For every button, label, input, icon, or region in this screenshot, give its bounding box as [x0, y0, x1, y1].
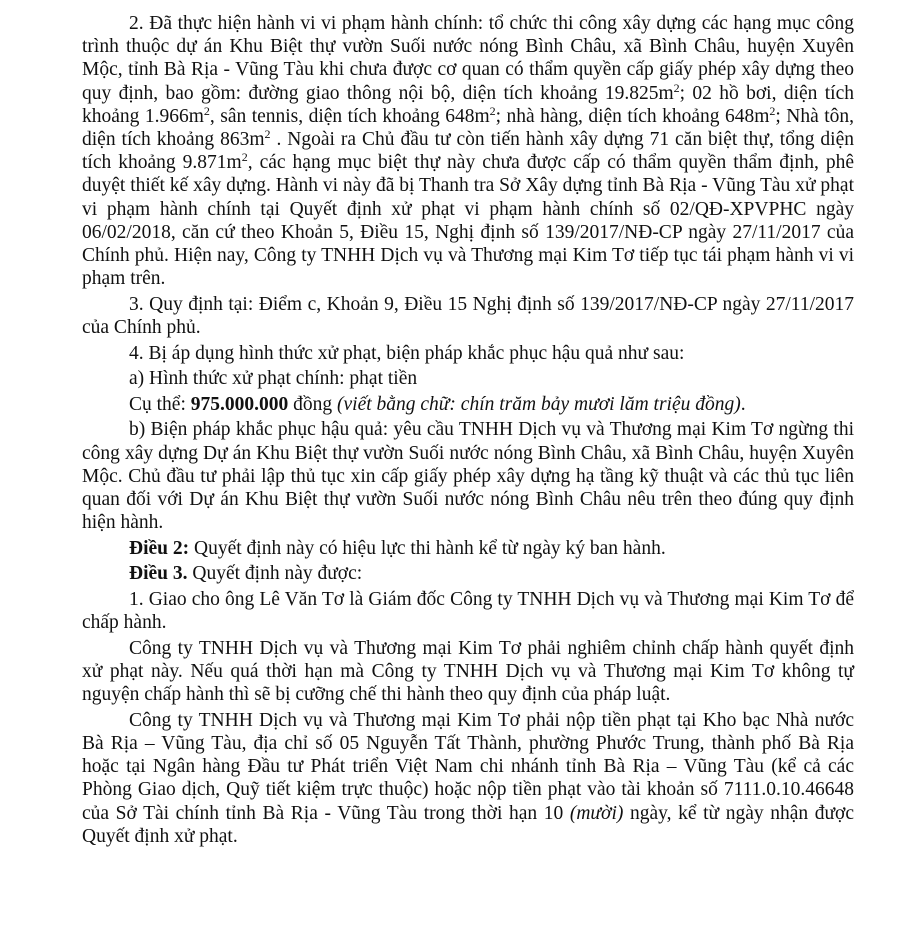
fine-end: .: [740, 393, 746, 415]
article-3-text: Quyết định này được:: [187, 563, 363, 585]
article-2: [82, 537, 854, 560]
violation-text-7: , các hạng mục biệt thự này chưa được cấp có thẩm quyền thẩm định, phê duyệt thiết kế xây dựng. Hành vi này đã bị Thanh tra Sở Xây dựng tỉnh Bà Rịa - Vũng Tàu xử phạt vi phạm hành chính tại Quyết định xử phạt vi phạm hành chính số 02/QĐ-XPVPHC ngày 06/02/2018, căn cứ theo Khoản 5, Điều 15, Nghị định số 139/2017/NĐ-CP ngày 27/11/2017 của Chính phủ. Hiện nay, Công ty TNHH Dịch vụ và Thương mại Kim Tơ tiếp tục tái phạm hành vi vi phạm trên.: [82, 152, 854, 290]
article-3: [82, 562, 854, 585]
fine-amount: 975.000.000: [190, 393, 289, 415]
violation-text-5: ; Nhà tôn, diện tích khoảng 863m: [82, 105, 854, 151]
violation-text-6: . Ngoài ra Chủ đầu tư còn tiến hành xây dựng 71 căn biệt thự, tổng diện tích khoảng 9.871m: [82, 129, 854, 174]
article-3-payment: [82, 709, 854, 848]
paragraph-fine-amount: [82, 393, 854, 416]
paragraph-regulation: 3. Quy định tại: Điểm c, Khoản 9, Điều 15 Nghị định số 139/2017/NĐ-CP ngày 27/11/2017 của Chính phủ.: [82, 293, 854, 339]
article-2-label: Điều 2:: [129, 537, 190, 559]
fine-amount-words: (viết bằng chữ: chín trăm bảy mươi lăm triệu đồng): [337, 393, 741, 415]
superscript: 2: [203, 103, 210, 118]
paragraph-remedial-measures: b) Biện pháp khắc phục hậu quả: yêu cầu TNHH Dịch vụ và Thương mại Kim Tơ ngừng thi công xây dựng Dự án Khu Biệt thự vườn Suối nước nóng Bình Châu, xã Bình Châu, huyện Xuyên Mộc. Chủ đầu tư phải lập thủ tục xin cấp giấy phép xây dựng hạ tầng kỹ thuật và các thủ tục liên quan đối với Dự án Khu Biệt thự vườn Suối nước nóng Bình Châu nêu trên theo đúng quy định hiện hành.: [82, 419, 854, 534]
superscript: 2: [489, 103, 496, 118]
violation-text-3: , sân tennis, diện tích khoảng 648m: [209, 105, 490, 127]
document-page: [82, 12, 854, 850]
superscript: 2: [241, 150, 248, 165]
payment-days-words: (mười): [569, 802, 624, 824]
paragraph-penalty-heading: 4. Bị áp dụng hình thức xử phạt, biện pháp khắc phục hậu quả như sau:: [129, 342, 685, 364]
article-3-compliance: Công ty TNHH Dịch vụ và Thương mại Kim Tơ phải nghiêm chỉnh chấp hành quyết định xử phạt này. Nếu quá thời hạn mà Công ty TNHH Dịch vụ và Thương mại Kim Tơ không tự nguyện chấp hành thì sẽ bị cưỡng chế thi hành theo quy định của pháp luật.: [82, 637, 854, 706]
paragraph-violation: [82, 12, 854, 290]
fine-prefix: Cụ thể:: [129, 393, 191, 415]
superscript: 2: [673, 80, 680, 95]
article-3-item-1: 1. Giao cho ông Lê Văn Tơ là Giám đốc Công ty TNHH Dịch vụ và Thương mại Kim Tơ để chấp hành.: [82, 589, 854, 634]
superscript: 2: [769, 103, 776, 118]
article-2-text: Quyết định này có hiệu lực thi hành kể từ ngày ký ban hành.: [189, 537, 666, 559]
violation-text-1: 2. Đã thực hiện hành vi vi phạm hành chính: tổ chức thi công xây dựng các hạng mục công trình thuộc dự án Khu Biệt thự vườn Suối nước nóng Bình Châu, xã Bình Châu, huyện Xuyên Mộc, tỉnh Bà Rịa - Vũng Tàu khi chưa được cơ quan có thẩm quyền cấp giấy phép xây dựng theo quy định, bao gồm: đường giao thông nội bộ, diện tích khoảng 19.825m: [82, 13, 854, 104]
article-3-label: Điều 3.: [129, 563, 188, 585]
payment-text-3: ngày, kể từ ngày nhận được Quyết định xử phạt.: [82, 802, 854, 847]
fine-unit: đồng: [288, 393, 337, 415]
superscript: 2: [264, 127, 271, 142]
paragraph-penalty-main: a) Hình thức xử phạt chính: phạt tiền: [129, 368, 418, 390]
violation-text-4: ; nhà hàng, diện tích khoảng 648m: [495, 105, 770, 127]
payment-text-1: Công ty TNHH Dịch vụ và Thương mại Kim Tơ phải nộp tiền phạt tại Kho bạc Nhà nước Bà Rịa – Vũng Tàu, địa chỉ số 05 Nguyễn Tất Thành, phường Phước Trung, thành phố Bà Rịa hoặc tại Ngân hàng Đầu tư Phát triển Việt Nam chi nhánh tỉnh Bà Rịa – Vũng Tàu (kể cả các Phòng Giao dịch, Quỹ tiết kiệm trực thuộc) hoặc nộp tiền phạt vào tài khoản số 7111.0.10.46648 của Sở Tài chính tỉnh Bà Rịa - Vũng Tàu trong thời hạn 10: [82, 709, 854, 824]
violation-text-2: ; 02 hồ bơi, diện tích khoảng 1.966m: [82, 82, 854, 127]
